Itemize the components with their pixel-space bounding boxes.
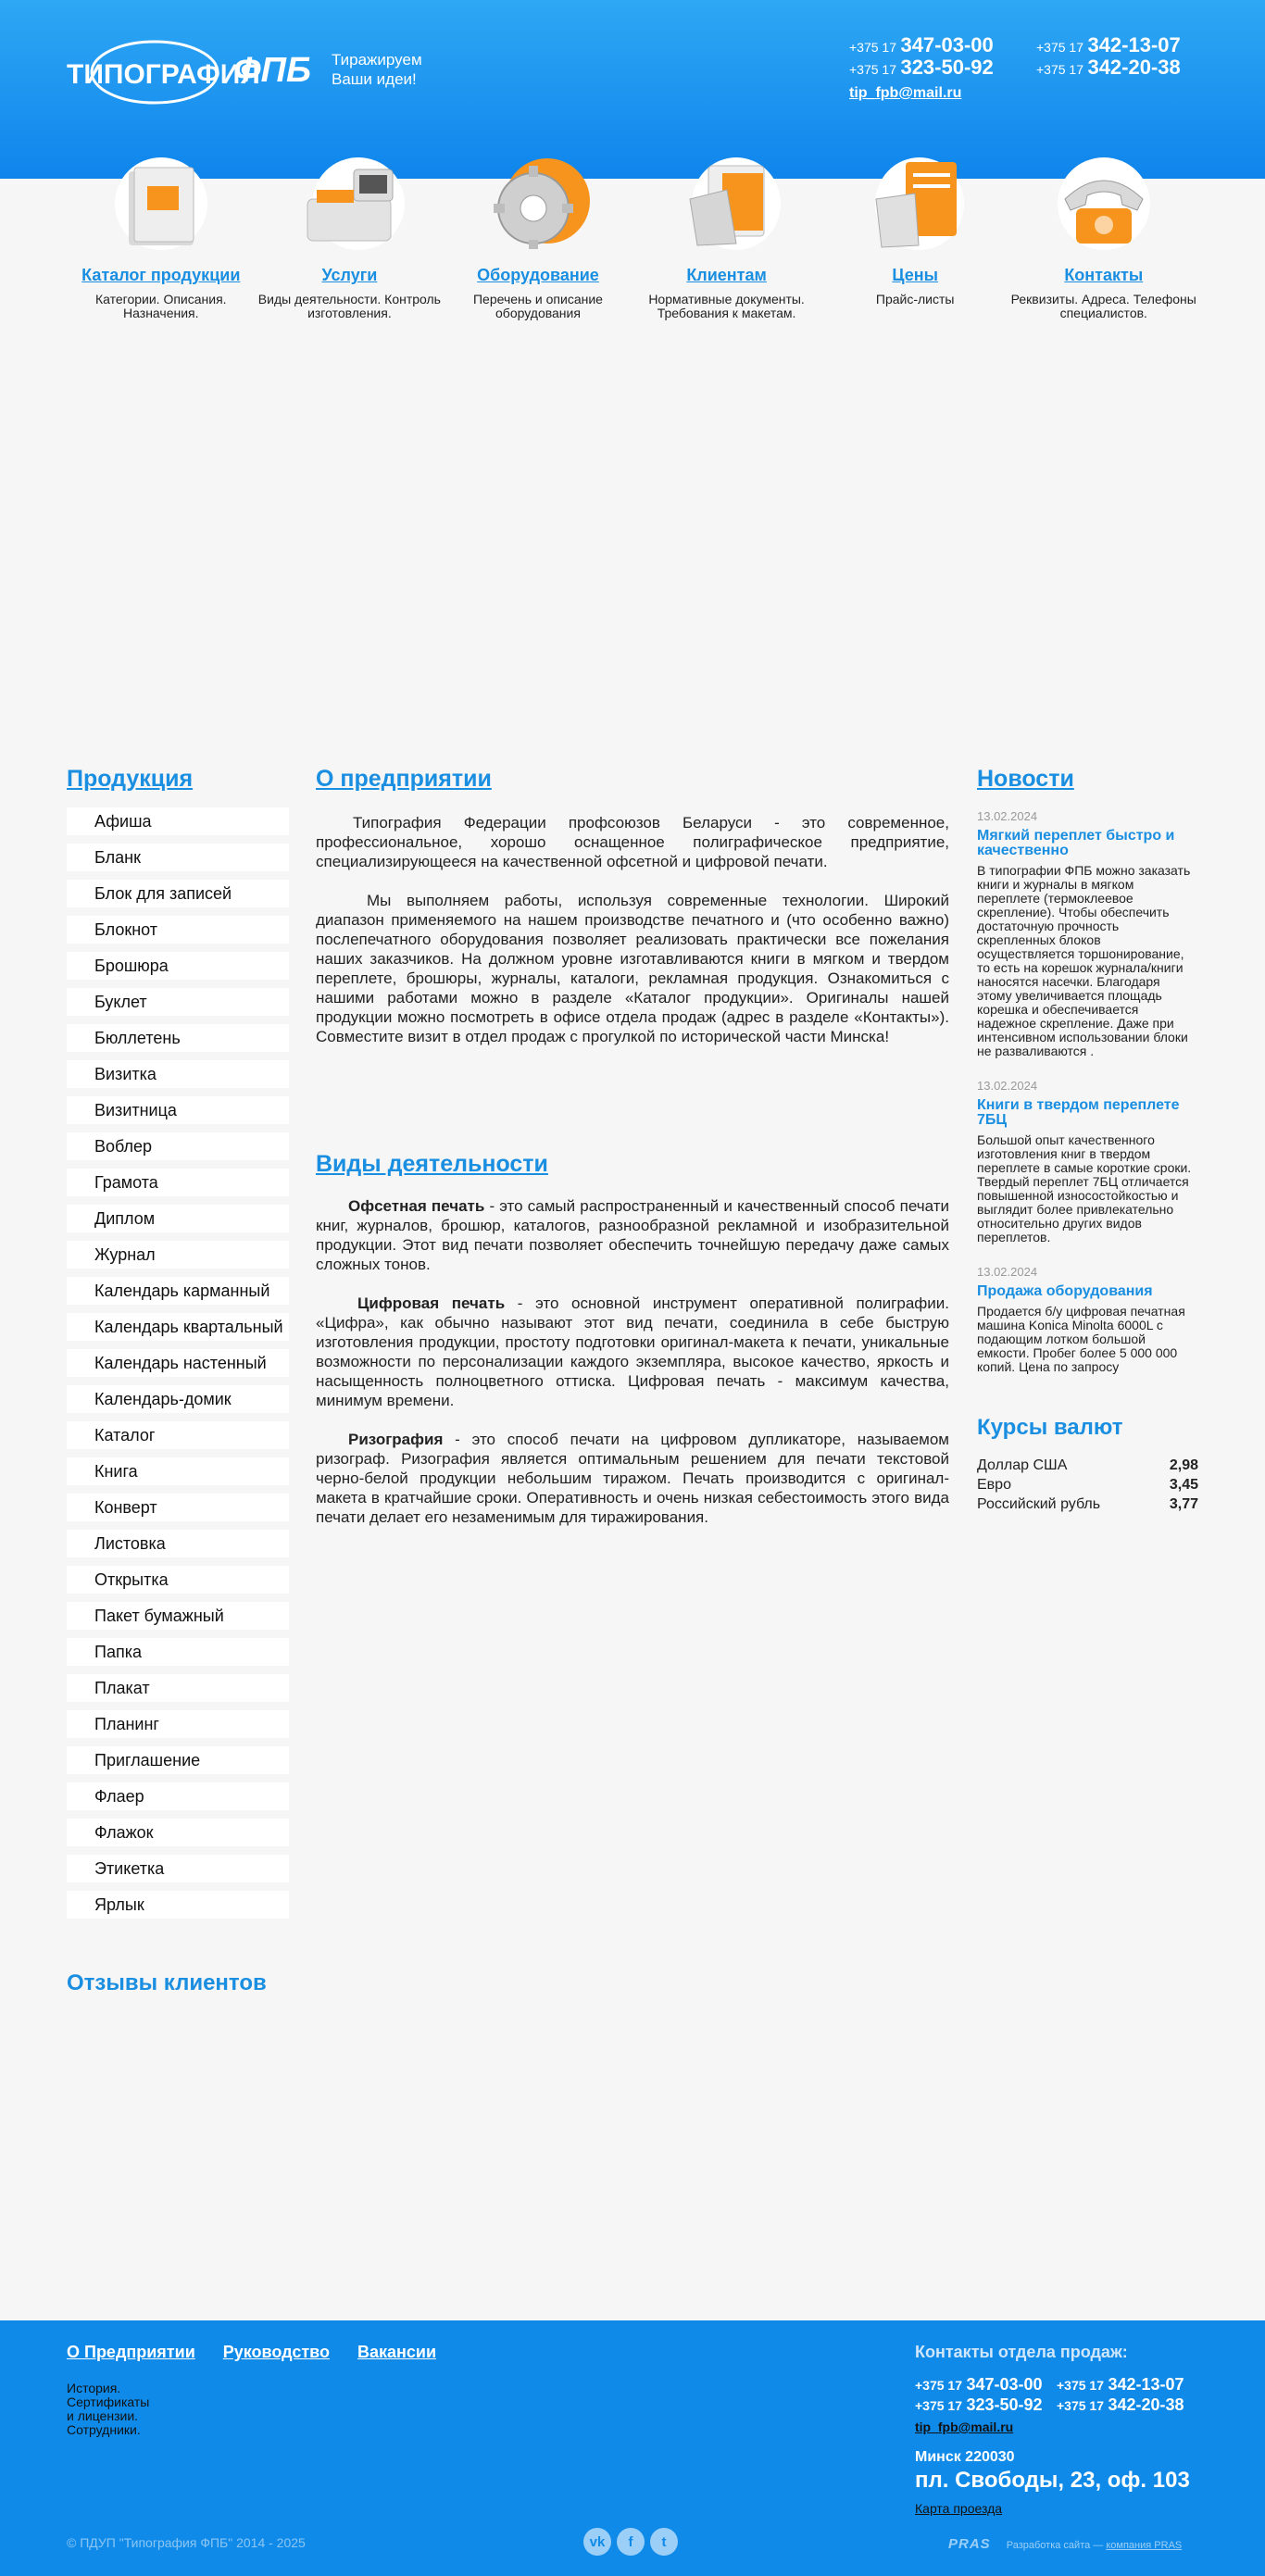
product-item[interactable]: Календарь карманный [67,1277,289,1305]
product-item[interactable]: Этикетка [67,1855,289,1882]
activity-paragraph: Цифровая печать - это основной инструмент оперативной полиграфии. «Цифра», как обычно называют этот вид печати, соединила в себе быструю изготовления продукции, простоту подготовки оригинал-макета к печати, уникальные возможности по персонализации каждого экземпляра, высокое качество, яркость и насыщенность полноцветного оттиска. Цифровая печать - максимум качества, минимум времени. [316,1294,949,1409]
product-item[interactable]: Папка [67,1638,289,1666]
product-item[interactable]: Визитница [67,1096,289,1124]
nav-item-desc: Прайс-листы [875,292,955,306]
header-phones [849,33,1223,78]
footer-link-about[interactable]: О Предприятии [67,2343,195,2361]
nav-item[interactable] [67,144,256,320]
twitter-icon[interactable]: t [650,2528,678,2556]
nav-item-title[interactable]: Услуги [321,266,378,284]
product-item[interactable]: Книга [67,1457,289,1485]
phone-number[interactable]: +375 17 347-03-00 [915,2375,1043,2394]
facebook-icon[interactable]: f [617,2528,645,2556]
products-sidebar [67,766,289,1927]
product-item[interactable]: Календарь настенный [67,1349,289,1377]
footer-sub-link[interactable]: Сотрудники. [67,2422,141,2437]
footer-nav [67,2343,436,2362]
phone-number[interactable]: +375 17 342-13-07 [1057,2375,1184,2394]
pras-logo[interactable]: PRAS [948,2536,991,2552]
product-item[interactable]: Листовка [67,1530,289,1557]
product-item[interactable]: Журнал [67,1241,289,1269]
about-title[interactable]: О предприятии [316,766,492,792]
main-content [316,766,949,1527]
rate-row [977,1475,1198,1494]
activity-term: Ризография [348,1431,444,1448]
nav-item[interactable] [1009,144,1198,320]
product-item[interactable]: Блокнот [67,916,289,944]
rate-row [977,1494,1198,1514]
contacts-title: Контакты отдела продаж: [915,2343,1128,2361]
footer-sub-link[interactable]: Сертификаты [67,2395,150,2409]
news-date: 13.02.2024 [977,1265,1038,1279]
product-item[interactable]: Брошюра [67,952,289,980]
product-item[interactable]: Визитка [67,1060,289,1088]
activity-term: Офсетная печать [348,1197,485,1215]
products-title[interactable]: Продукция [67,766,194,792]
product-item[interactable]: Конверт [67,1494,289,1521]
social-links [583,2528,678,2556]
rate-row [977,1456,1198,1475]
footer-sub-links [67,2382,149,2437]
product-item[interactable]: Блок для записей [67,880,289,907]
footer-sub-link[interactable]: История. [67,2381,121,2395]
vk-icon[interactable]: vk [583,2528,611,2556]
footer-link-vacancies[interactable]: Вакансии [357,2343,437,2361]
news-title[interactable]: Новости [977,766,1074,792]
nav-item-title[interactable]: Каталог продукции [81,266,241,284]
phone-number[interactable]: +375 17 342-20-38 [1036,56,1181,79]
product-item[interactable]: Диплом [67,1205,289,1232]
about-paragraph: Типография Федерации профсоюзов Беларуси - это современное, профессиональное, хорошо оснащенное полиграфическое предприятие, специализирующееся на качественной офсетной и цифровой печати. [316,814,949,870]
product-item[interactable]: Открытка [67,1566,289,1594]
nav-item-desc: Виды деятельности. Контроль изготовления. [257,292,441,320]
phone-number[interactable]: +375 17 347-03-00 [849,33,994,56]
news-item-title[interactable]: Книги в твердом переплете 7БЦ [977,1097,1180,1128]
product-item[interactable]: Бюллетень [67,1024,289,1052]
rates-title: Курсы валют [977,1415,1123,1440]
currency-name: Российский рубль [977,1496,1101,1512]
site-logo[interactable] [67,35,311,109]
activity-term: Цифровая печать [357,1294,506,1312]
nav-item-desc: Перечень и описание оборудования [472,292,603,320]
catalog-book-icon[interactable] [67,144,256,255]
site-footer [0,2320,1265,2576]
main-nav [67,144,1198,320]
footer-email-link[interactable]: tip_fpb@mail.ru [915,2420,1014,2434]
nav-item-title[interactable]: Контакты [1064,266,1144,284]
news-date: 13.02.2024 [977,809,1038,823]
currency-value: 2,98 [1169,1457,1198,1473]
product-item[interactable]: Флажок [67,1819,289,1846]
developer-link[interactable]: компания PRAS [1106,2540,1183,2551]
price-list-icon[interactable] [820,144,1009,255]
phone-number[interactable]: +375 17 323-50-92 [849,56,994,79]
product-item[interactable]: Бланк [67,844,289,871]
footer-contacts [915,2343,1198,2516]
currency-value: 3,45 [1169,1477,1198,1493]
phone-number[interactable]: +375 17 342-13-07 [1036,33,1181,56]
nav-item-desc: Реквизиты. Адреса. Телефоны специалистов. [1010,292,1196,320]
svg-text:ФПБ: ФПБ [233,51,311,90]
phone-icon[interactable] [1009,144,1198,255]
product-item[interactable]: Календарь-домик [67,1385,289,1413]
activity-paragraph: Офсетная печать - это самый распространенный и качественный способ печати книг, журналов, брошюр, каталогов, разнообразной рекламной и изобразительной продукции. Этот вид печати позволяет обеспечить точнейшую передачу даже самых сложных тонов. [316,1197,949,1273]
product-item[interactable]: Планинг [67,1710,289,1738]
nav-item[interactable] [632,144,821,320]
product-item[interactable]: Флаер [67,1782,289,1810]
product-item[interactable]: Каталог [67,1421,289,1449]
header-email-link[interactable]: tip_fpb@mail.ru [849,85,962,101]
product-item[interactable]: Грамота [67,1169,289,1196]
news-item [977,1265,1198,1374]
developer-credit: PRAS Разработка сайта — компания PRAS [948,2536,1183,2552]
product-item[interactable]: Ярлык [67,1891,289,1919]
city: Минск 220030 [915,2449,1015,2465]
slogan: Тиражируем Ваши идеи! [332,51,422,88]
rates-table [977,1456,1198,1514]
nav-item-desc: Категории. Описания. Назначения. [95,292,227,320]
reviews-title: Отзывы клиентов [67,1970,267,1995]
nav-item[interactable] [256,144,445,320]
nav-item-title[interactable]: Оборудование [477,266,599,284]
nav-item-title[interactable]: Клиентам [686,266,767,284]
product-item[interactable]: Плакат [67,1674,289,1702]
news-item [977,809,1198,1058]
nav-item-desc: Нормативные документы. Требования к макетам. [648,292,805,320]
news-item-text: В типографии ФПБ можно заказать книги и журналы в мягком переплете (термоклеевое скрепление). Чтобы обеспечить достаточную прочность скрепленных блоков осуществляется торшонирование, то есть на корешок журнала/книги наносятся насечки. Благодаря этому увеличивается площадь корешка и обеспечивается надежное скрепление. Даже при интенсивном использовании блоки не разваливаются . [977,863,1191,1058]
news-item-text: Продается б/у цифровая печатная машина Konica Minolta 6000L с подающим лотком большой емкости. Пробег более 5 000 000 копий. Цена по запросу [977,1304,1185,1374]
news-date: 13.02.2024 [977,1079,1038,1093]
currency-value: 3,77 [1169,1496,1198,1512]
nav-item-title[interactable]: Цены [892,266,938,284]
gear-icon[interactable] [444,144,632,255]
footer-sub-link[interactable]: и лицензии. [67,2408,139,2423]
news-item-title[interactable]: Мягкий переплет быстро и качественно [977,828,1175,858]
product-item[interactable]: Календарь квартальный [67,1313,289,1341]
phone-number[interactable]: +375 17 342-20-38 [1057,2395,1184,2414]
news-item-title[interactable]: Продажа оборудования [977,1283,1153,1299]
nav-item[interactable] [444,144,632,320]
nav-item[interactable] [820,144,1009,320]
news-item [977,1079,1198,1244]
product-item[interactable]: Пакет бумажный [67,1602,289,1630]
copyright: © ПДУП "Типография ФПБ" 2014 - 2025 [67,2535,306,2550]
map-link[interactable]: Карта проезда [915,2501,1003,2516]
news-sidebar [977,766,1198,1514]
footer-link-management[interactable]: Руководство [222,2343,330,2361]
activity-paragraph: Ризография - это способ печати на цифровом дупликаторе, называемом ризограф. Ризография является оптимальным решением для печати текстовой черно-белой продукции небольшим тиражом. Печать производится с оригинал-макета в кратчайшие сроки. Оперативность и очень низкая себестоимость этого вида печати делает его незаменимым для тиражирования. [316,1431,949,1526]
folder-icon[interactable] [632,144,821,255]
activities-title[interactable]: Виды деятельности [316,1151,548,1177]
news-item-text: Большой опыт качественного изготовления книг в твердом переплете в самые короткие сроки. Твердый переплет 7БЦ отличается повышенной износостойкостью и выглядит более привлекательно относительно других видов переплетов. [977,1132,1192,1244]
product-item[interactable]: Приглашение [67,1746,289,1774]
product-item[interactable]: Буклет [67,988,289,1016]
address: пл. Свободы, 23, оф. 103 [915,2468,1190,2493]
product-item[interactable]: Воблер [67,1132,289,1160]
currency-name: Доллар США [977,1457,1068,1473]
about-paragraph: Мы выполняем работы, используя современные технологии. Широкий диапазон применяемого на нашем производстве печатного и (что особенно важно) послепечатного оборудования позволяет реализовать практически все пожелания наших заказчиков. На должном уровне изготавливаются книги в мягком и твердом переплете, брошюры, журналы, каталоги, рекламная продукция. Ознакомиться с нашими работами можно в разделе «Каталог продукции». Оригиналы нашей продукции можно посмотреть в офисе отдела продаж (адрес в разделе «Контакты»). Совместите визит в отдел продаж с прогулкой по исторической части Минска! [316,892,949,1045]
products-list [67,807,289,1919]
printer-icon[interactable] [256,144,445,255]
currency-name: Евро [977,1477,1011,1493]
product-item[interactable]: Афиша [67,807,289,835]
svg-text:ТИПОГРАФИЯ: ТИПОГРАФИЯ [67,59,260,90]
phone-number[interactable]: +375 17 323-50-92 [915,2395,1043,2414]
